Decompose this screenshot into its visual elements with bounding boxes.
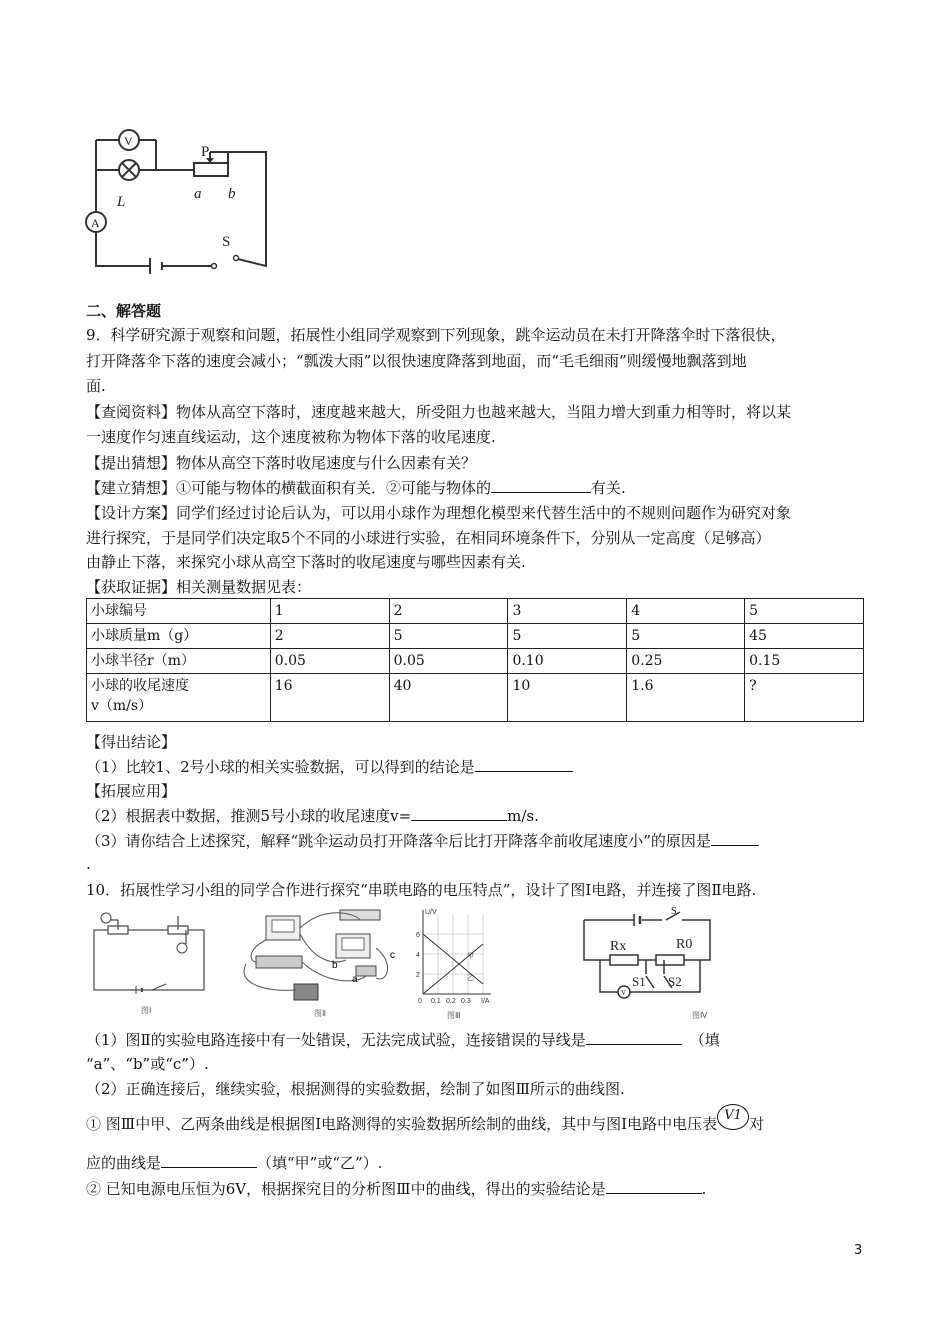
q9-research-line1: 【查阅资料】物体从高空下落时，速度越来越大，所受阻力也越来越大，当阻力增大到重力相等时，将以某 — [86, 403, 792, 421]
q10-part1-blank[interactable] — [586, 1028, 682, 1045]
figure-2-apparatus — [236, 904, 406, 1020]
table-cell: 16 — [270, 674, 389, 722]
q10-sub1-hint: （填“甲”或“乙”）. — [257, 1154, 383, 1172]
q9-conclusion-1-blank[interactable] — [475, 755, 573, 772]
fig4-label-rx: Rx — [610, 939, 627, 954]
q9-application-2 — [86, 804, 539, 828]
q9-application-3 — [86, 829, 759, 853]
q10-intro: 10．拓展性学习小组的同学合作进行探究“串联电路的电压特点”，设计了图Ⅰ电路，并连接了图Ⅱ电路. — [86, 881, 757, 899]
q10-part2: （2）正确连接后，继续实验，根据测得的实验数据，绘制了如图Ⅲ所示的曲线图. — [86, 1080, 625, 1098]
table-cell: 1.6 — [627, 674, 745, 722]
q9-application-3-blank[interactable] — [711, 829, 759, 846]
q9-application-head: 【拓展应用】 — [86, 782, 177, 800]
fig2-label-c: c — [390, 950, 395, 961]
q10-sub2-end: . — [701, 1180, 707, 1198]
table-cell: ? — [745, 674, 864, 722]
q9-plan-line3: 由静止下落，来探究小球从高空下落时的收尾速度与哪些因素有关. — [86, 553, 526, 571]
table-cell: 0.05 — [270, 649, 389, 674]
section-title: 二、解答题 — [86, 302, 162, 320]
fig2-label-a: a — [352, 974, 358, 985]
table-row — [87, 649, 864, 674]
fig3-tick-4: 4 — [416, 952, 420, 959]
figure-4-circuit — [576, 904, 722, 1022]
table-row — [87, 674, 864, 722]
label-ammeter: A — [91, 216, 100, 230]
fig4-label-r0: R0 — [676, 937, 693, 952]
table-cell: 5 — [508, 624, 627, 649]
fig3-caption: 图Ⅲ — [447, 1011, 461, 1020]
fig3-axis-i: I/A — [481, 998, 490, 1005]
figure-3-graph — [405, 904, 503, 1022]
table-cell: 小球质量m（g） — [87, 624, 271, 649]
q9-application-3-text: （3）请你结合上述探究，解释“跳伞运动员打开降落伞后比打开降落伞前收尾速度小”的原因是 — [86, 832, 711, 850]
q9-hypothesis-end: 有关. — [591, 479, 626, 497]
q9-hypothesis-text: 【建立猜想】①可能与物体的横截面积有关．②可能与物体的 — [86, 479, 492, 497]
table-cell — [87, 674, 271, 722]
label-p: P — [201, 144, 210, 160]
q10-sub1-end: 对 — [749, 1115, 765, 1133]
table-cell: 40 — [389, 674, 508, 722]
q9-plan-line1: 【设计方案】同学们经过讨论后认为，可以用小球作为理想化模型来代替生活中的不规则问题作为研究对象 — [86, 504, 792, 522]
fig4-caption: 图Ⅳ — [692, 1011, 708, 1020]
q9-data-table — [86, 598, 864, 722]
fig3-axis-u: U/V — [425, 909, 437, 916]
fig3-tick-03: 0.3 — [461, 998, 471, 1005]
q9-application-2-unit: m/s. — [507, 807, 539, 825]
q9-application-3-end: . — [86, 855, 91, 873]
q10-sub2-text: ② 已知电源电压恒为6V，根据探究目的分析图Ⅲ中的曲线，得出的实验结论是 — [86, 1180, 606, 1198]
q10-sub1 — [86, 1108, 765, 1136]
fig3-tick-6: 6 — [416, 932, 420, 939]
page-number: 3 — [854, 1243, 863, 1258]
fig3-label-yi: 乙 — [467, 975, 474, 982]
table-row — [87, 599, 864, 624]
table-cell: 3 — [508, 599, 627, 624]
fig3-label-jia: 甲 — [467, 953, 474, 960]
table-cell: 45 — [745, 624, 864, 649]
label-s: S — [222, 234, 231, 250]
q10-sub2-blank[interactable] — [606, 1177, 702, 1194]
fig3-tick-2: 2 — [416, 972, 420, 979]
table-cell: 2 — [389, 599, 508, 624]
table-cell: 5 — [745, 599, 864, 624]
q9-conclusion-1-text: （1）比较1、2号小球的相关实验数据，可以得到的结论是 — [86, 758, 475, 776]
q9-guess: 【提出猜想】物体从高空下落时收尾速度与什么因素有关？ — [86, 454, 477, 472]
q9-hypothesis — [86, 476, 626, 500]
table-cell: 0.05 — [389, 649, 508, 674]
table-cell-label-1: 小球的收尾速度 — [91, 678, 189, 694]
q10-sub1-blank[interactable] — [161, 1151, 257, 1168]
q9-application-2-blank[interactable] — [411, 804, 507, 821]
table-cell: 0.25 — [627, 649, 745, 674]
q9-research-line2: 一速度作匀速直线运动，这个速度被称为物体下落的收尾速度. — [86, 428, 496, 446]
q9-plan-line2: 进行探究，于是同学们决定取5个不同的小球进行实验，在相同环境条件下，分别从一定高度（足够高） — [86, 529, 771, 547]
fig2-caption: 图Ⅱ — [314, 1009, 326, 1018]
table-cell: 10 — [508, 674, 627, 722]
q10-sub1-line2 — [86, 1151, 382, 1175]
q9-conclusion-1 — [86, 755, 573, 779]
table-cell: 0.15 — [745, 649, 864, 674]
fig4-label-v: V — [621, 989, 627, 997]
table-cell: 小球半径r（m） — [87, 649, 271, 674]
table-cell: 1 — [270, 599, 389, 624]
label-a: a — [194, 186, 202, 202]
q10-part1-fill: （填 — [689, 1031, 720, 1049]
q9-intro-line2: 打开降落伞下落的速度会减小；“瓢泼大雨”以很快速度降落到地面，而“毛毛细雨”则缓慢地飘落到地 — [86, 352, 747, 370]
fig2-label-b: b — [332, 960, 338, 971]
table-row — [87, 624, 864, 649]
label-v: V — [124, 134, 133, 148]
q9-intro-line1: 9．科学研究源于观察和问题，拓展性小组同学观察到下列现象，跳伞运动员在未打开降落伞时下落很快， — [86, 326, 786, 344]
q10-part1 — [86, 1028, 720, 1052]
top-circuit-diagram — [84, 118, 274, 274]
q10-part1-text: （1）图Ⅱ的实验电路连接中有一处错误，无法完成试验，连接错误的导线是 — [86, 1031, 586, 1049]
q9-hypothesis-blank[interactable] — [491, 476, 591, 493]
fig4-label-s: S — [671, 906, 677, 917]
table-cell: 0.10 — [508, 649, 627, 674]
label-l: L — [117, 194, 126, 210]
fig3-tick-0: 0 — [418, 998, 422, 1005]
fig3-tick-01: 0.1 — [431, 998, 441, 1005]
q10-part1-options: “a”、“b”或“c”）. — [86, 1055, 209, 1073]
q10-sub1-line2-text: 应的曲线是 — [86, 1154, 162, 1172]
q10-sub2 — [86, 1177, 706, 1201]
fig4-label-s2: S2 — [668, 974, 682, 989]
table-cell: 小球编号 — [87, 599, 271, 624]
table-cell: 5 — [627, 624, 745, 649]
table-cell: 5 — [389, 624, 508, 649]
figure-1-circuit — [86, 908, 212, 1020]
q9-conclusion-head: 【得出结论】 — [86, 733, 177, 751]
table-cell-label-2: v（m/s） — [91, 698, 153, 714]
label-b: b — [228, 186, 236, 202]
fig1-caption: 图Ⅰ — [141, 1006, 152, 1015]
q9-evidence: 【获取证据】相关测量数据见表： — [86, 578, 312, 596]
voltmeter-v1-icon: V1 — [717, 1104, 749, 1130]
table-cell: 4 — [627, 599, 745, 624]
q9-application-2-text: （2）根据表中数据，推测5号小球的收尾速度v= — [86, 807, 412, 825]
table-cell: 2 — [270, 624, 389, 649]
fig4-label-s1: S1 — [632, 974, 646, 989]
fig3-tick-02: 0.2 — [446, 998, 456, 1005]
q9-intro-line3: 面. — [86, 377, 106, 395]
q10-sub1-text: ① 图Ⅲ中甲、乙两条曲线是根据图Ⅰ电路测得的实验数据所绘制的曲线，其中与图Ⅰ电路中电压表 — [86, 1115, 718, 1133]
